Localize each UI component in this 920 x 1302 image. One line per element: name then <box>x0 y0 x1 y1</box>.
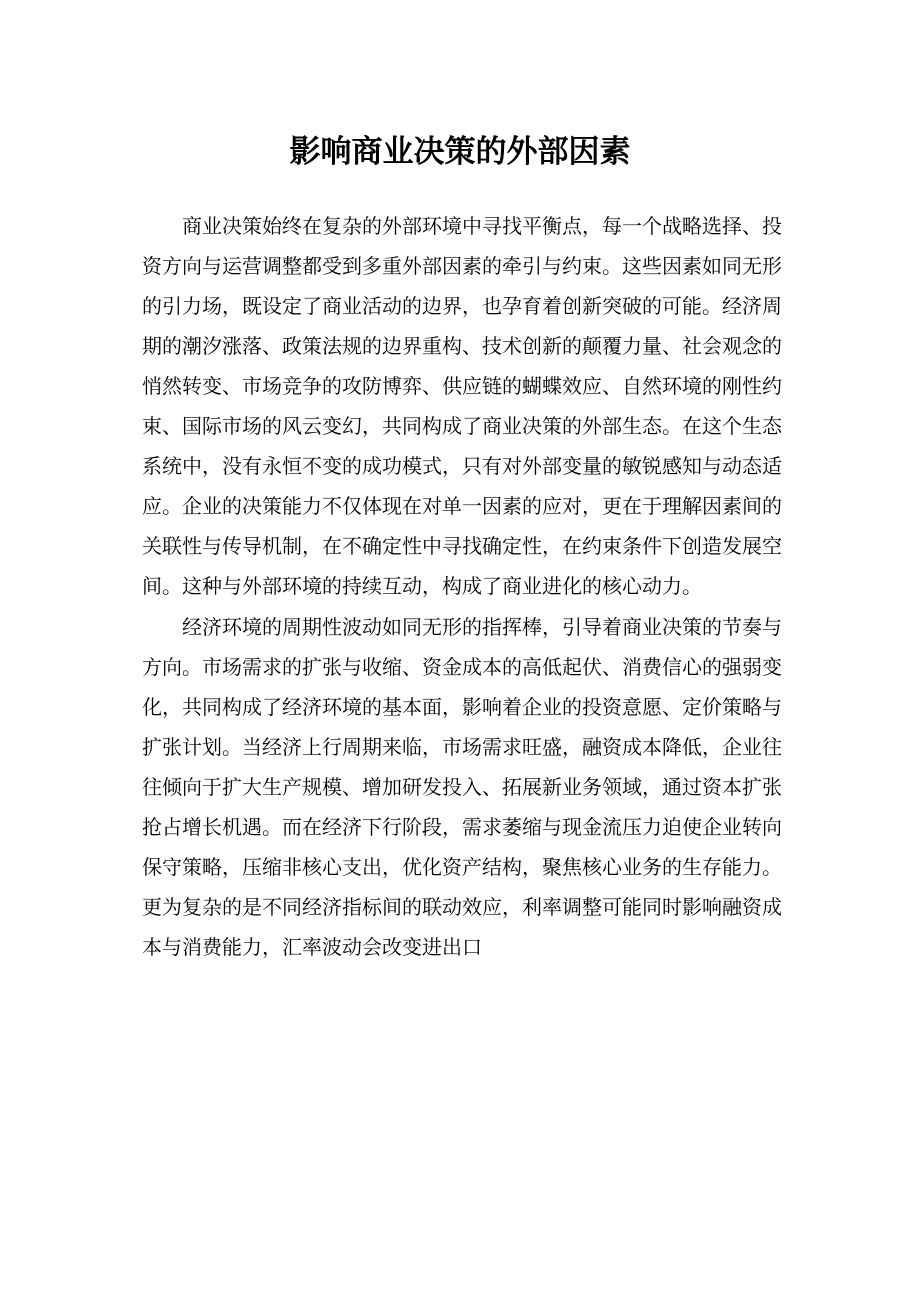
paragraph-2: 经济环境的周期性波动如同无形的指挥棒，引导着商业决策的节奏与方向。市场需求的扩张与收缩、资金成本的高低起伏、消费信心的强弱变化，共同构成了经济环境的基本面，影响着企业的投资意愿、定价策略与扩张计划。当经济上行周期来临，市场需求旺盛，融资成本降低，企业往往倾向于扩大生产规模、增加研发投入、拓展新业务领域，通过资本扩张抢占增长机遇。而在经济下行阶段，需求萎缩与现金流压力迫使企业转向保守策略，压缩非核心支出，优化资产结构，聚焦核心业务的生存能力。更为复杂的是不同经济指标间的联动效应，利率调整可能同时影响融资成本与消费能力，汇率波动会改变进出口 <box>142 615 782 959</box>
document-title: 影响商业决策的外部因素 <box>289 134 631 170</box>
paragraph-1: 商业决策始终在复杂的外部环境中寻找平衡点，每一个战略选择、投资方向与运营调整都受到多重外部因素的牵引与约束。这些因素如同无形的引力场，既设定了商业活动的边界，也孕育着创新突破的可能。经济周期的潮汐涨落、政策法规的边界重构、技术创新的颠覆力量、社会观念的悄然转变、市场竞争的攻防博弈、供应链的蝴蝶效应、自然环境的刚性约束、国际市场的风云变幻，共同构成了商业决策的外部生态。在这个生态系统中，没有永恒不变的成功模式，只有对外部变量的敏锐感知与动态适应。企业的决策能力不仅体现在对单一因素的应对，更在于理解因素间的关联性与传导机制，在不确定性中寻找确定性，在约束条件下创造发展空间。这种与外部环境的持续互动，构成了商业进化的核心动力。 <box>142 214 782 598</box>
document-body <box>142 206 782 968</box>
